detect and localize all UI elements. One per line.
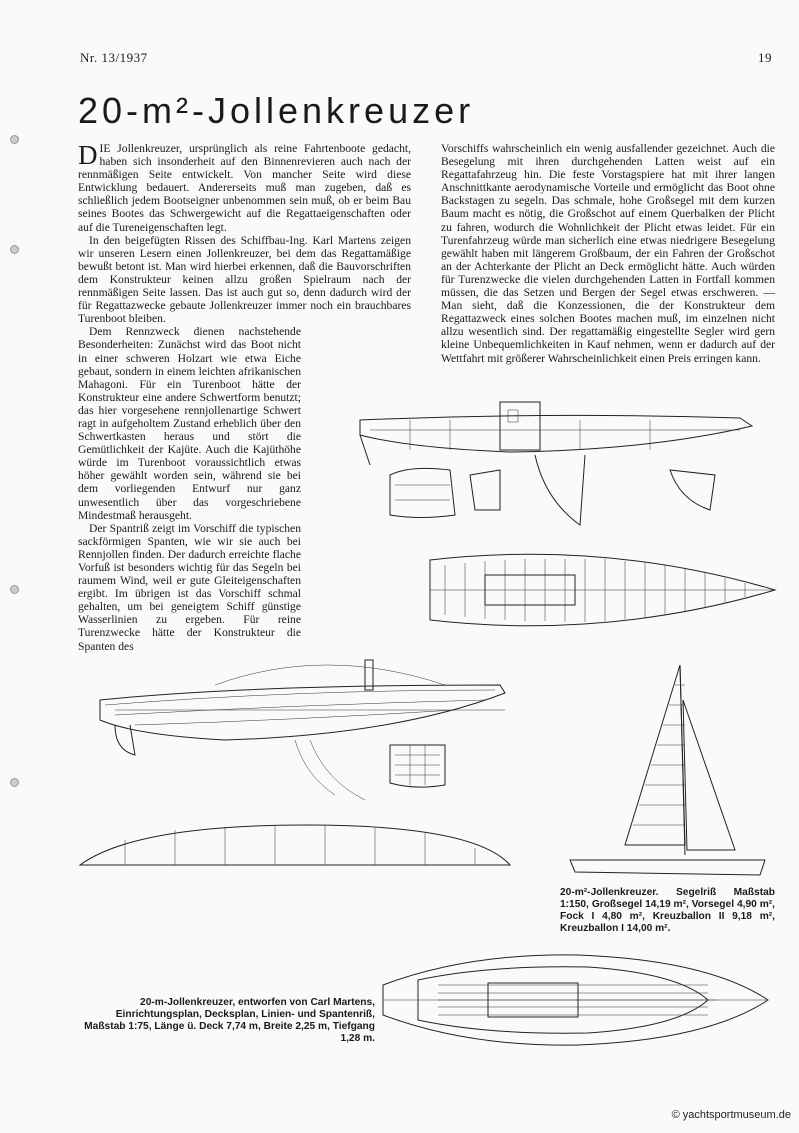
bottom-deck-plan-drawing (378, 945, 773, 1055)
stem (360, 435, 370, 465)
dropcap: D (78, 140, 98, 170)
cabin-top (500, 402, 540, 450)
section-lines (395, 485, 450, 500)
deck-plan-drawing (425, 545, 780, 645)
body-plan-grid (395, 745, 440, 785)
paragraph: Der Spantriß zeigt im Vorschiff die typischen sackförmigen Spanten, wie wir sie auch bei Rennjollen finden. Der dadurch erreichte flache Vorfuß ist besonders wichtig für das Segeln bei raumem Wind, weil er gute Gleiteigenschaften ergibt. Im übrigen ist das Vorschiff schmal gehalten, um bei geneigtem Schiff günstige Wasserlinien zu ergeben. Für reine Turenzwecke hätte der Konstrukteur die Spanten des (78, 521, 301, 653)
deck-planking (445, 559, 745, 622)
body-plan (390, 745, 445, 787)
waterlines (105, 690, 495, 725)
binding-hole (10, 135, 19, 144)
hull-plan-caption: 20-m-Jollenkreuzer, entworfen von Carl Martens, Einrichtungsplan, Decksplan, Linien- und Spantenriß, Maßstab 1:75, Länge ü. Deck 7,74 m, Breite 2,25 m, Tiefgang 1,28 m. (84, 997, 375, 1044)
sail-plan-drawing (565, 660, 775, 885)
sail-battens (633, 685, 685, 825)
paragraph-intro: DIE Jollenkreuzer, ursprünglich als reine Fahrtenboote gedacht, haben sich insonderheit auf den Binnenrevieren auch nach der rennmäßigen Seite entwickelt. Von mancher Seite wird diese Entwicklung bedauert. Andererseits muß man zugeben, daß es schließlich jedem Bootseigner unbenommen sein muß, ob er beim Bau seines Bootes das Schwergewicht auf die Regattaeigenschaften oder auf die Tureneigenschaften legt. (78, 140, 411, 234)
hull-profile (360, 415, 752, 452)
diagonals (295, 740, 365, 800)
right-column (441, 142, 775, 365)
cross-section-left (390, 468, 455, 517)
issue-number: Nr. 13/1937 (80, 50, 148, 65)
sheer-arc (215, 665, 445, 685)
binding-hole (10, 778, 19, 787)
half-breadth-drawing (75, 820, 515, 880)
binding-hole (10, 585, 19, 594)
half-breadth-outline (80, 825, 510, 865)
paragraph: Vorschiffs wahrscheinlich ein wenig ausfallender gezeichnet. Auch die Besegelung mit ihren durchgehenden Latten weist auf ein Regattafahrzeug hin. Die feste Vorstagspiere hat mit ihrer langen Anschnittkante aerodynamische Vorteile und ermöglicht das Boot ohne Backstagen zu segeln. Das schmale, hohe Großsegel mit dem kurzen Baum macht es nötig, die Großschot auf einem Querbalken der Plicht zu fahren, wodurch die Wohnlichkeit der Plicht etwas leidet. Für ein Turenfahrzeug würde man sicherlich eine etwas niedrigere Besegelung gewählt haben mit längerem Großbaum, der ein Fahren der Großschot an der Achterkante der Plicht an Deck ermöglicht hätte. Auch würden für Turenzwecke die vielen durchgehenden Latten in Fortfall kommen müssen, die das Setzen und Bergen der Segel etwas erschweren. — Man sieht, daß die Konzessionen, die der Konstrukteur dem Regattazweck eines solchen Bootes machen muß, im einzelnen nicht allzu wesentlich sind. Der regattamäßig eingestellte Segler wird gern kleine Unbequemlichkeiten in Kauf nehmen, wenn er dadurch auf der Wettfahrt mit größerer Wahrscheinlichkeit einen Preis erringen kann. (441, 142, 775, 365)
article-title: 20-m²-Jollenkreuzer (78, 90, 475, 131)
paragraph: In den beigefügten Rissen des Schiffbau-Ing. Karl Martens zeigen wir unseren Lesern einen Jollenkreuzer, bei dem das Regattamäßige bewußt betont ist. Man wird hierbei erkennen, daß die Bauvorschriften dem Konstrukteur keinen allzu großen Spielraum nach der rennmäßigen Seite lassen. Das ist auch gut so, denn dadurch wird der für Regattazwecke gebaute Jollenkreuzer immer noch ein brauchbares Turenboot bleiben. (78, 233, 411, 326)
mainsail (625, 665, 685, 845)
paragraph: Dem Rennzweck dienen nachstehende Besonderheiten: Zunächst wird das Boot nicht in einer schweren Holzart wie etwa Eiche gebaut, sondern in einem leichten afrikanischen Mahagoni. Für ein Turenboot hätte der Konstrukteur eine andere Schwertform benutzt; das hier vorgesehene rennjollenartige Schwert ragt in aufgeholtem Zustand erheblich über den Schwertkasten heraus und stört die Gemütlichkeit der Kajüte. Auch die Kajüthöhe würde im Turenboot voraussichtlich etwas höher gewählt worden sein, während sie bei dem vorliegenden Entwurf nur ganz unwesentlich über das vorgeschriebene Mindestmaß herausgeht. (78, 325, 301, 522)
rudder (670, 470, 715, 510)
watermark: © yachtsportmuseum.de (671, 1109, 791, 1121)
jib (683, 700, 735, 850)
mast-step (365, 660, 373, 690)
interior-profile-drawing (350, 390, 780, 540)
stations (125, 825, 475, 865)
sail-plan-caption: 20-m²-Jollenkreuzer. Segelriß Maßstab 1:150, Großsegel 14,19 m², Vorsegel 4,90 m², Fock I 4,80 m², Kreuzballon II 9,18 m², Kreuzballon I 14,00 m². (560, 887, 775, 934)
cross-section-right (470, 470, 500, 510)
centerboard (535, 455, 585, 525)
hull-outline (570, 860, 765, 875)
page-number: 19 (758, 50, 772, 65)
binding-hole (10, 245, 19, 254)
